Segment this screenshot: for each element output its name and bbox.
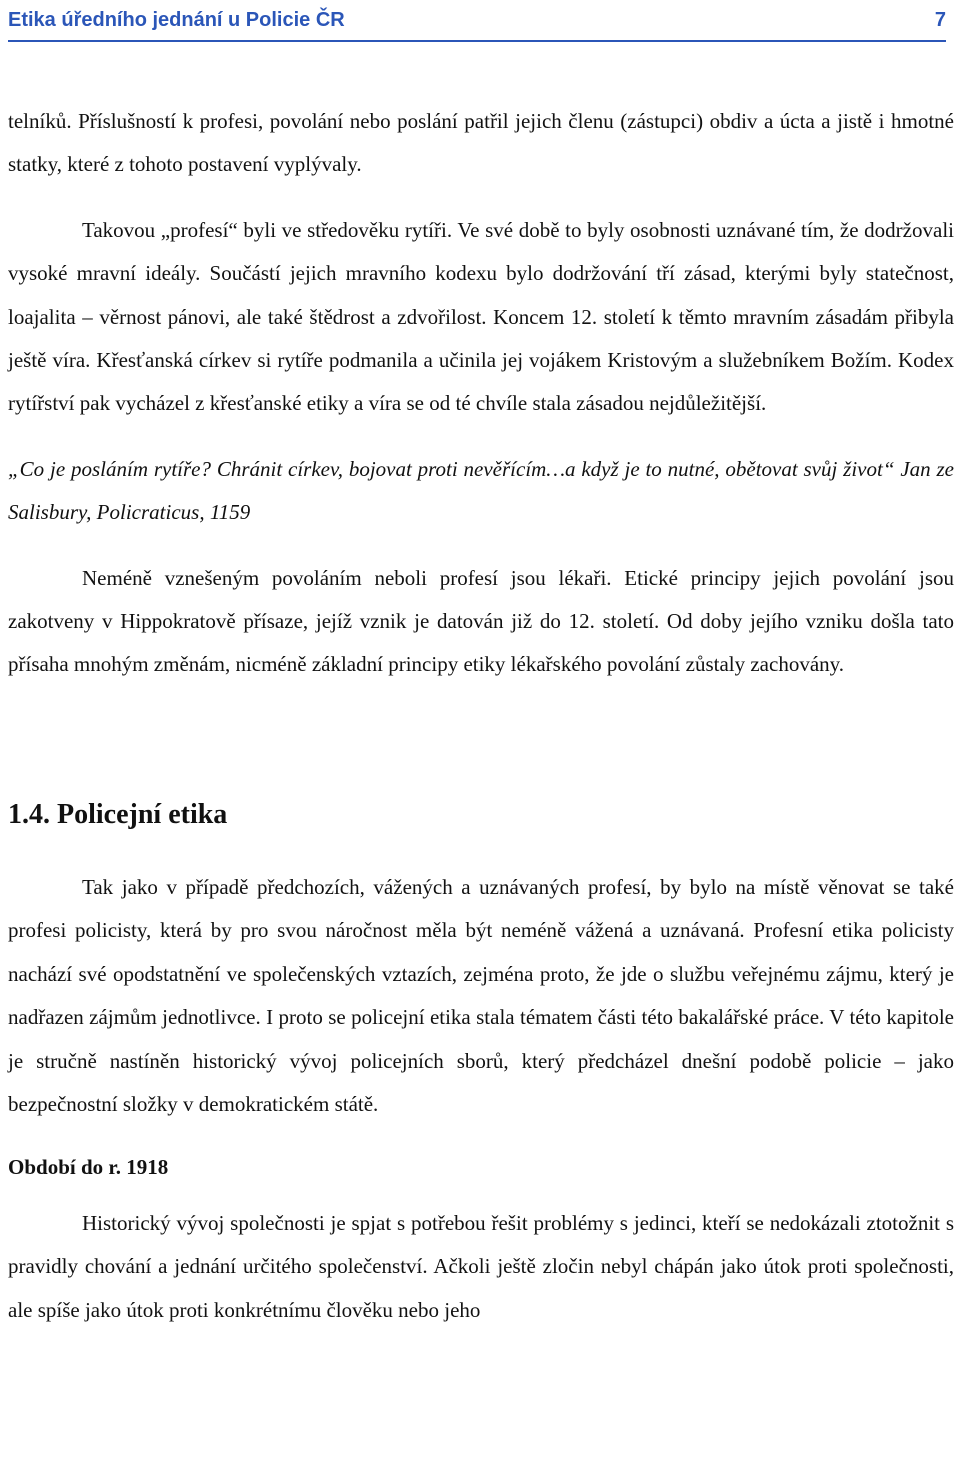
quote-salisbury: „Co je posláním rytíře? Chránit církev, bojovat proti nevěřícím…a když je to nutné, obětovat svůj život“ Jan ze Salisbury, Policraticus, 1159 [8,456,954,525]
page-header [8,0,946,42]
section-heading: 1.4. Policejní etika [8,798,228,830]
paragraph-history: Historický vývoj společnosti je spjat s potřebou řešit problémy s jedinci, kteří se nedokázali ztotožnit s pravidly chování a jednání určitého společenství. Ačkoli ještě zločin nebyl chápán jako útok proti společnosti, ale spíše jako útok proti konkrétnímu člověku nebo jeho [8,1210,954,1322]
subsection-heading: Období do r. 1918 [8,1155,169,1180]
document-body [8,100,954,1332]
running-title: Etika úředního jednání u Policie ČR [8,8,345,31]
paragraph-police-ethics: Tak jako v případě předchozích, vážených a uznávaných profesí, by bylo na místě věnovat se také profesi policisty, která by pro svou náročnost měla být neméně vážená a uznávaná. Profesní etika policisty nachází své opodstatnění ve společenských vztazích, zejména proto, že jde o službu veřejnému zájmu, který je nadřazen zájmům jednotlivce. I proto se policejní etika stala tématem části této bakalářské práce. V této kapitole je stručně nastíněn historický vývoj policejních sborů, který předcházel dnešní podobě policie – jako bezpečnostní složky v demokratickém státě. [8,874,954,1116]
paragraph-physicians: Neméně vznešeným povoláním neboli profesí jsou lékaři. Etické principy jejich povolání jsou zakotveny v Hippokratově přísaze, jejíž vznik je datován již do 12. století. Od doby jejího vzniku došla tato přísaha mnohým změnám, nicméně základní principy etiky lékařského povolání zůstaly zachovány. [8,565,954,677]
paragraph-continuation: telníků. Příslušností k profesi, povolání nebo poslání patřil jejich členu (zástupci) obdiv a úcta a jistě i hmotné statky, které z tohoto postavení vyplývaly. [8,109,954,177]
page-number: 7 [934,8,946,31]
paragraph-knights: Takovou „profesí“ byli ve středověku rytíři. Ve své době to byly osobnosti uznávané tím, že dodržovali vysoké mravní ideály. Součástí jejich mravního kodexu bylo dodržování tří zásad, kterými byly statečnost, loajalita – věrnost pánovi, ale také štědrost a zdvořilost. Koncem 12. století k těmto mravním zásadám přibyla ještě víra. Křesťanská církev si rytíře podmanila a učinila jej vojákem Kristovým a služebníkem Božím. Kodex rytířství pak vycházel z křesťanské etiky a víra se od té chvíle stala zásadou nejdůležitější. [8,217,954,416]
